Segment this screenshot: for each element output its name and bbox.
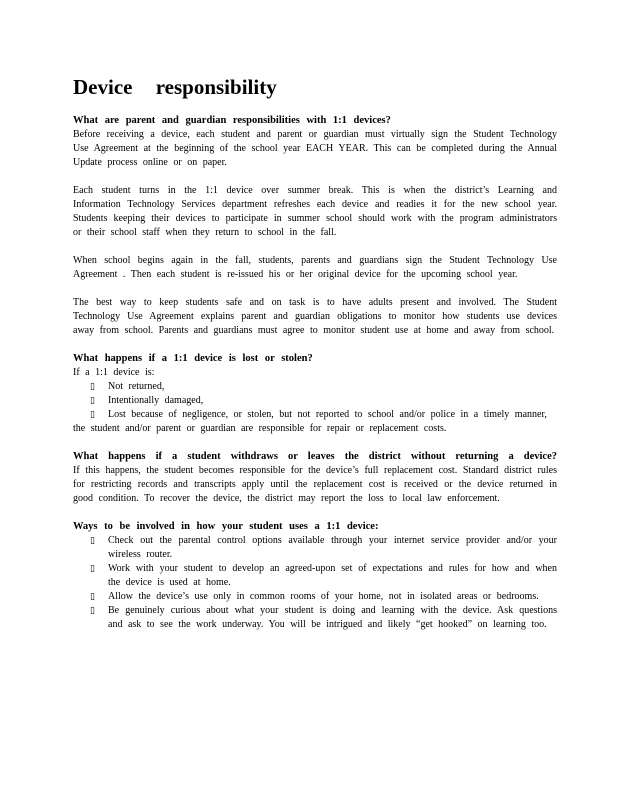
involvement-list bbox=[73, 534, 557, 632]
list-item: ▯ Check out the parental control options available through your internet service provider and/or your wireless router. bbox=[108, 534, 557, 562]
section-heading-lost-stolen: What happens if a 1:1 device is lost or stolen? bbox=[73, 353, 313, 364]
paragraph-sign-agreement: Before receiving a device, each student and parent or guardian must virtually sign the Student Technology Use Agreement at the beginning of the school year EACH YEAR. This can be completed during the Annual Update process online or on paper. bbox=[73, 129, 557, 168]
paragraph-monitoring: The best way to keep students safe and on task is to have adults present and involved. The Student Technology Use Agreement explains parent and guardian obligations to monitor how students use devices away from school. Parents and guardians must agree to monitor student use at home and away from school. bbox=[73, 297, 557, 336]
section-heading-ways-involved: Ways to be involved in how your student uses a 1:1 device: bbox=[73, 521, 379, 532]
list-item: ▯ Not returned, bbox=[108, 380, 557, 394]
list-item: ▯ Allow the device’s use only in common rooms of your home, not in isolated areas or bedrooms. bbox=[108, 590, 557, 604]
document-page bbox=[73, 74, 557, 632]
list-item: ▯ Lost because of negligence, or stolen, but not reported to school and/or police in a timely manner, bbox=[108, 408, 557, 422]
list-item: ▯ Work with your student to develop an agreed-upon set of expectations and rules for how and when the device is used at home. bbox=[108, 562, 557, 590]
paragraph-fall-reissue: When school begins again in the fall, students, parents and guardians sign the Student Technology Use Agreement . Then each student is re-issued his or her original device for the upcoming school year. bbox=[73, 255, 557, 280]
lost-conditions-list bbox=[73, 380, 557, 422]
lost-intro: If a 1:1 device is: bbox=[73, 367, 155, 378]
paragraph-withdraw: If this happens, the student becomes responsible for the device’s full replacement cost. Standard district rules for restricting records and transcripts apply until the replacement cost is received or the device returned in good condition. To recover the device, the district may report the loss to local law enforcement. bbox=[73, 465, 557, 504]
list-item: ▯ Intentionally damaged, bbox=[108, 394, 557, 408]
paragraph-summer-turn-in: Each student turns in the 1:1 device over summer break. This is when the district’s Learning and Information Technology Services department refreshes each device and readies it for the new school year. Students keeping their devices to participate in summer school should work with the program administrators or their school staff when they return to school in the fall. bbox=[73, 185, 557, 238]
page-title: Device responsibility bbox=[73, 75, 277, 99]
section-heading-responsibilities: What are parent and guardian responsibilities with 1:1 devices? bbox=[73, 115, 391, 126]
lost-outro: the student and/or parent or guardian are responsible for repair or replacement costs. bbox=[73, 423, 447, 434]
section-heading-withdraws: What happens if a student withdraws or leaves the district without returning a device? bbox=[73, 451, 557, 462]
list-item: ▯ Be genuinely curious about what your student is doing and learning with the device. Ask questions and ask to see the work underway. You will be intrigued and likely “get hooked” on learning too. bbox=[108, 604, 557, 632]
